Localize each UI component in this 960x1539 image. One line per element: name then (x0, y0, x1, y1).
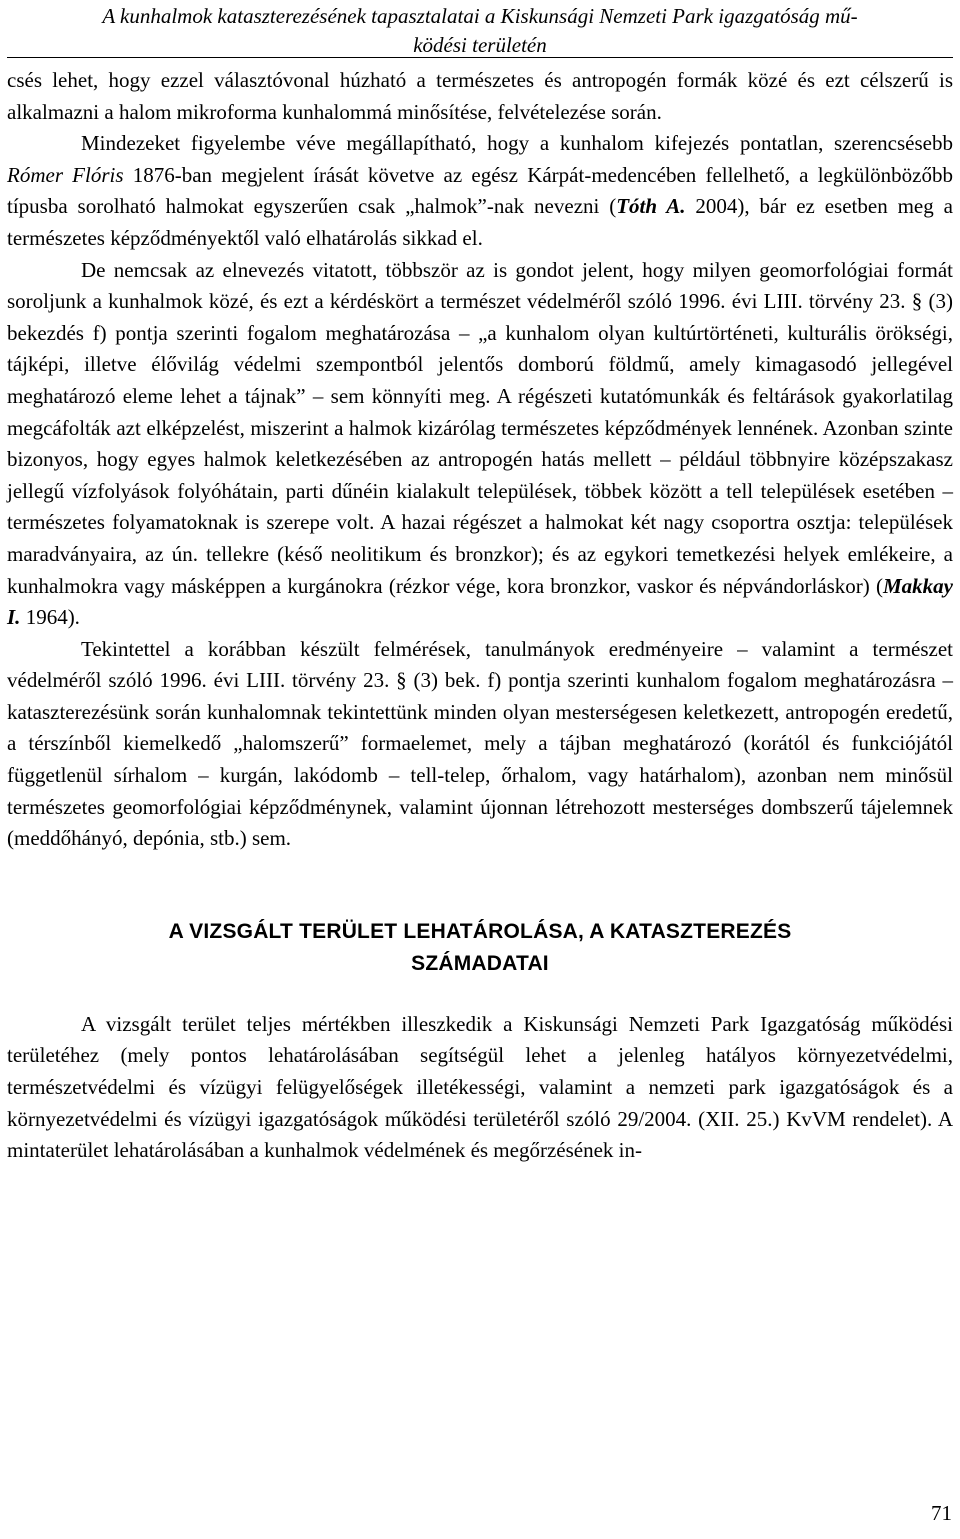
paragraph-2-text-c: 2004), bár ez esetben meg a természetes képződményektől való elhatárolás sikkad el. (7, 194, 953, 250)
author-toth: Tóth A. (616, 194, 686, 219)
paragraph-3-text-a: De nemcsak az elnevezés vitatott, többször az is gondot jelent, hogy milyen geomorfológiai formát soroljunk a kunhalmok közé, és ezt a kérdéskört a természet védelméről szóló 1996. évi LIII. törvény 23. § (3) bekezdés f) pontja szerinti fogalom meghatározása – „a kunhalom olyan kultúrtörténeti, kulturális örökségi, tájképi, illetve élővilág védelmi szempontból jelentős domború földmű, amely kimagasodó jellegével meghatározó eleme lehet a tájnak” – sem könnyíti meg. A régészeti kutatómunkák és feltárások gyakorlatilag megcáfolták azt elképzelést, miszerint a halmok kizárólag természetes képződmények lennének. Azonban szinte bizonyos, hogy egyes halmok keletkezésében az antropogén hatás mellett – például többnyire középszakasz jellegű vízfolyások folyóhátain, parti dűnéin kialakult települések, többek között a tell települések esetében – természetes folyamatoknak is szerepe volt. A hazai régészet a halmokat két nagy csoportra osztja: települések maradványaira, az ún. tellekre (késő neolitikum és bronzkor); és az egykori temetkezési helyek emlékeire, a kunhalmokra vagy másképpen a kurgánokra (rézkor vége, kora bronzkor, vaskor és népvándorláskor) ( (7, 257, 953, 598)
paragraph-1: csés lehet, hogy ezzel választóvonal húzható a természetes és antropogén formák közé és ezt célszerű is alkalmazni a halom mikroforma kunhalommá minősítése, felvételezése során. (7, 68, 953, 124)
paragraph-2-text-a: Mindezeket figyelembe véve megállapítható, hogy a kunhalom kifejezés pontatlan, szerencsésebb (81, 131, 953, 156)
author-makkay: Makkay I. (7, 573, 953, 630)
section-title-line-1: A VIZSGÁLT TERÜLET LEHATÁROLÁSA, A KATASZTEREZÉS (168, 919, 792, 943)
section-title (7, 916, 953, 980)
running-header-line-2: ködési területén (413, 33, 547, 57)
paragraph-2 (7, 128, 953, 254)
paragraph-3 (7, 255, 953, 634)
page-number: 71 (931, 1501, 952, 1525)
running-header-line-1: A kunhalmok kataszterezésének tapasztalatai a Kiskunsági Nemzeti Park igazgatóság mű- (102, 4, 858, 28)
name-romer-floris: Rómer Flóris (7, 162, 124, 187)
spacer (7, 980, 953, 1009)
document-page (7, 0, 953, 1539)
running-header (7, 0, 953, 58)
section-title-line-2: SZÁMADATAI (411, 951, 549, 975)
body-text (7, 65, 953, 1167)
paragraph-2-text-b: 1876-ban megjelent írását követve az egész Kárpát-medencében fellelhető, a legkülönbözőbb típusba sorolható halmokat egyszerűen csak „halmok”-nak nevezni ( (7, 162, 954, 219)
paragraph-4: Tekintettel a korábban készült felmérések, tanulmányok eredményeire – valamint a természet védelméről szóló 1996. évi LIII. törvény 23. § (3) bek. f) pontja szerinti kunhalom fogalom meghatározásra – kataszterezésünk során kunhalomnak tekintettünk minden olyan mesterségesen keletkezett, antropogén eredetű, a térszínből kiemelkedő „halomszerű” formaelemet, mely a tájban meghatározó (korától és funkciójától függetlenül sírhalom – kurgán, lakódomb – tell-telep, őrhalom, vagy határhalom), azonban nem minősül természetes geomorfológiai képződménynek, valamint újonnan létrehozott mesterséges dombszerű tájelemnek (meddőhányó, depónia, stb.) sem. (7, 636, 953, 851)
paragraph-3-text-b: 1964). (20, 605, 80, 630)
paragraph-5: A vizsgált terület teljes mértékben illeszkedik a Kiskunsági Nemzeti Park Igazgatóság működési területéhez (mely pontos lehatárolásában segítségül lehet a jelenleg hatályos környezetvédelmi, természetvédelmi és vízügyi felügyelőségek illetékességi, valamint a nemzeti park igazgatóságok és a környezetvédelmi és vízügyi igazgatóságok működési területéről szóló 29/2004. (XII. 25.) KvVM rendelet). A mintaterület lehatárolásában a kunhalmok védelmének és megőrzésének in- (7, 1011, 953, 1163)
spacer (7, 855, 953, 916)
